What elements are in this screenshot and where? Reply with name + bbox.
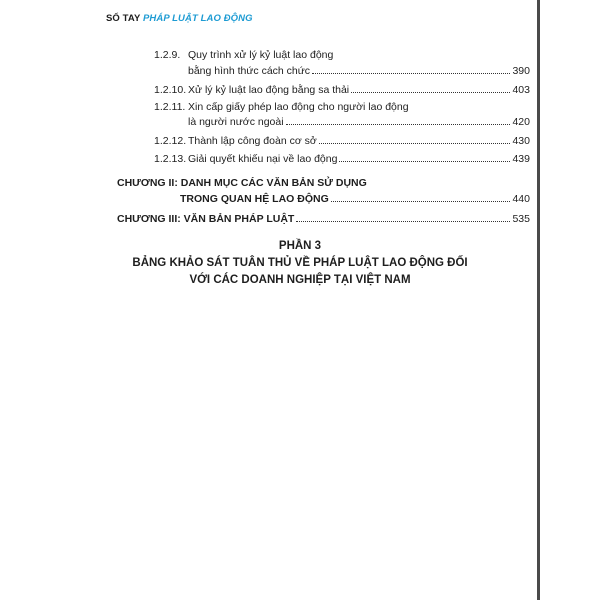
part-subtitle-line-1: BẢNG KHẢO SÁT TUÂN THỦ VỀ PHÁP LUẬT LAO ĐỘNG ĐỐI	[132, 257, 468, 269]
leader-dots	[319, 142, 511, 144]
header-book-subject: PHÁP LUẬT LAO ĐỘNG	[142, 13, 253, 24]
header-book-label: SỔ TAY	[106, 13, 141, 24]
entry-title-row	[188, 135, 530, 148]
entry-title-continued-row	[188, 65, 530, 78]
part-title: PHẦN 3	[278, 240, 322, 252]
entry-title: Thành lập công đoàn cơ sở	[188, 135, 317, 147]
chapter-title-row	[117, 213, 530, 226]
entry-page-number: 439	[512, 153, 530, 165]
chapter-title: CHƯƠNG III: VĂN BẢN PHÁP LUẬT	[117, 213, 295, 225]
leader-dots	[339, 160, 510, 162]
leader-dots	[351, 91, 510, 93]
entry-number: 1.2.9.	[154, 49, 181, 61]
leader-dots	[286, 123, 511, 125]
entry-page-number: 403	[512, 84, 530, 96]
entry-title: Xin cấp giấy phép lao động cho người lao động	[188, 101, 409, 113]
entry-number: 1.2.11.	[154, 101, 186, 113]
part-subtitle-line-2: VỚI CÁC DOANH NGHIỆP TẠI VIỆT NAM	[189, 274, 411, 286]
entry-title-row	[188, 153, 530, 166]
running-header	[106, 13, 253, 24]
entry-title-continued: bằng hình thức cách chức	[188, 65, 311, 77]
entry-title: Giải quyết khiếu nại về lao động	[188, 153, 338, 165]
part-heading-block	[110, 238, 490, 289]
chapter-page-number: 440	[512, 193, 530, 205]
entry-title-row	[188, 84, 530, 97]
entry-title: Xử lý kỷ luật lao động bằng sa thải	[188, 84, 350, 96]
chapter-title: CHƯƠNG II: DANH MỤC CÁC VĂN BẢN SỬ DỤNG	[117, 177, 367, 189]
entry-number: 1.2.12.	[154, 135, 187, 147]
chapter-title-continued: TRONG QUAN HỆ LAO ĐỘNG	[180, 193, 329, 205]
leader-dots	[331, 200, 511, 202]
chapter-page-number: 535	[512, 213, 530, 225]
entry-page-number: 390	[512, 65, 530, 77]
entry-number: 1.2.13.	[154, 153, 187, 165]
leader-dots	[312, 72, 510, 74]
entry-title-continued-row	[188, 116, 530, 129]
page-edge-border	[537, 0, 540, 600]
entry-number: 1.2.10.	[154, 84, 187, 96]
leader-dots	[296, 220, 510, 222]
chapter-title-continued-row	[180, 193, 530, 206]
entry-page-number: 430	[512, 135, 530, 147]
entry-page-number: 420	[512, 116, 530, 128]
entry-title: Quy trình xử lý kỷ luật lao động	[188, 49, 334, 61]
entry-title-continued: là người nước ngoài	[188, 116, 284, 128]
